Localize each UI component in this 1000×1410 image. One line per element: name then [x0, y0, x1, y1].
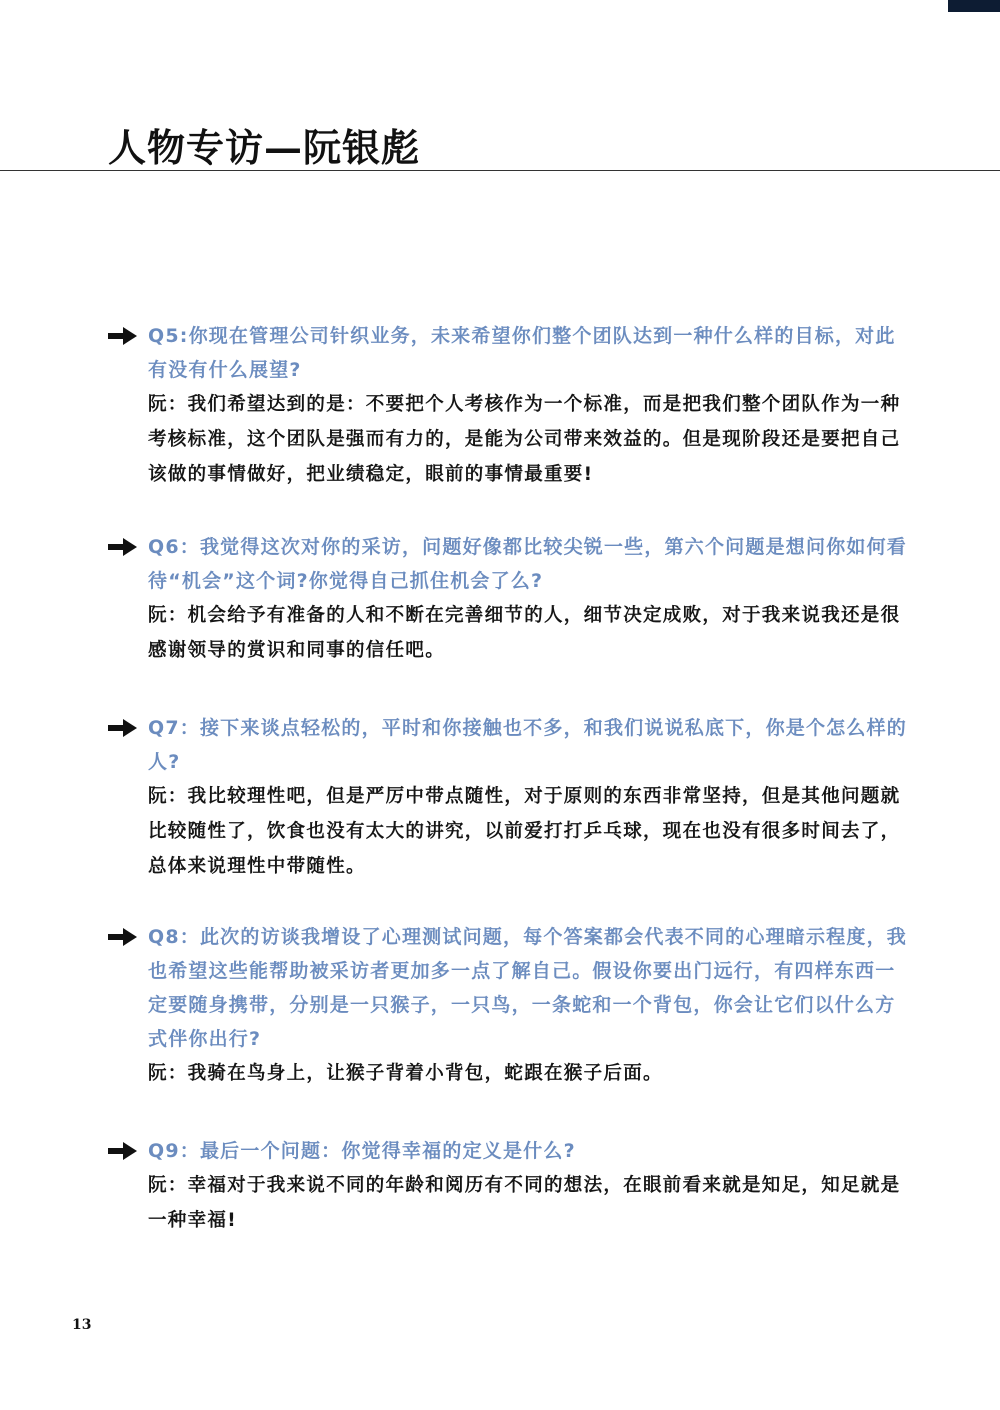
title-divider: [0, 170, 1000, 171]
question-text: Q9：最后一个问题：你觉得幸福的定义是什么?: [148, 1140, 576, 1162]
answer-text: 阮：幸福对于我来说不同的年龄和阅历有不同的想法，在眼前看来就是知足，知足就是一种幸福!: [148, 1175, 901, 1231]
qa-item-q8: [108, 920, 908, 1091]
qa-item-q6: [108, 530, 908, 668]
answer-text: 阮：我们希望达到的是：不要把个人考核作为一个标准，而是把我们整个团队作为一种考核标准，这个团队是强而有力的，是能为公司带来效益的。但是现阶段还是要把自己该做的事情做好，把业绩稳定，眼前的事情最重要!: [148, 394, 901, 485]
page-title: 人物专访—阮银彪: [108, 125, 421, 170]
qa-item-q5: [108, 319, 908, 492]
arrow-right-icon: [108, 927, 138, 947]
page-number: 13: [72, 1317, 92, 1333]
corner-bar-decoration: [948, 0, 1000, 12]
question-text: Q6：我觉得这次对你的采访，问题好像都比较尖锐一些，第六个问题是想问你如何看待“机会”这个词?你觉得自己抓住机会了么?: [148, 536, 907, 592]
qa-item-q7: [108, 711, 908, 884]
qa-item-q9: [108, 1134, 908, 1238]
question-text: Q5:你现在管理公司针织业务，未来希望你们整个团队达到一种什么样的目标，对此有没有什么展望?: [148, 325, 896, 381]
arrow-right-icon: [108, 326, 138, 346]
question-text: Q7：接下来谈点轻松的，平时和你接触也不多，和我们说说私底下，你是个怎么样的人?: [148, 717, 907, 773]
question-text: Q8：此次的访谈我增设了心理测试问题，每个答案都会代表不同的心理暗示程度，我也希望这些能帮助被采访者更加多一点了解自己。假设你要出门远行，有四样东西一定要随身携带，分别是一只猴子，一只鸟，一条蛇和一个背包，你会让它们以什么方式伴你出行?: [148, 926, 907, 1050]
answer-text: 阮：机会给予有准备的人和不断在完善细节的人，细节决定成败，对于我来说我还是很感谢领导的赏识和同事的信任吧。: [148, 605, 901, 661]
arrow-right-icon: [108, 1141, 138, 1161]
answer-text: 阮：我骑在鸟身上，让猴子背着小背包，蛇跟在猴子后面。: [148, 1063, 663, 1084]
answer-text: 阮：我比较理性吧，但是严厉中带点随性，对于原则的东西非常坚持，但是其他问题就比较随性了，饮食也没有太大的讲究，以前爱打打乒乓球，现在也没有很多时间去了，总体来说理性中带随性。: [148, 786, 901, 877]
arrow-right-icon: [108, 718, 138, 738]
arrow-right-icon: [108, 537, 138, 557]
